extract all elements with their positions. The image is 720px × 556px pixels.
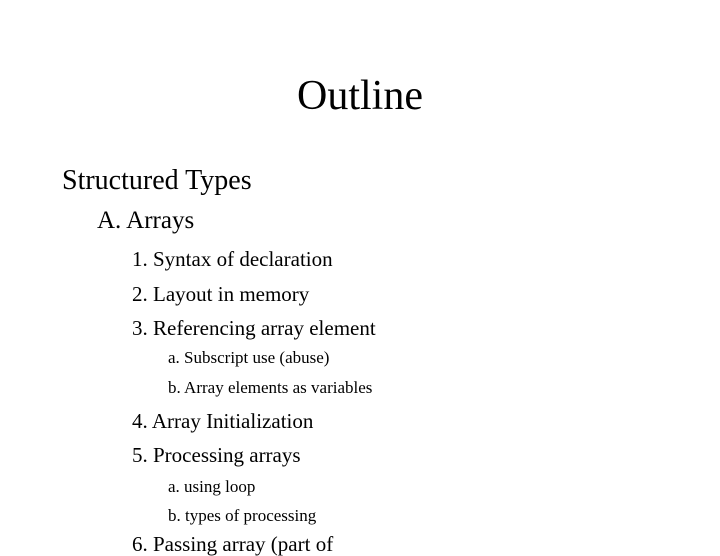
- outline-item: 1. Syntax of declaration: [132, 247, 333, 271]
- outline-subitem: b. Array elements as variables: [168, 378, 373, 397]
- outline-subitem: b. types of processing: [168, 506, 317, 525]
- slide-title: Outline: [297, 73, 423, 119]
- outline-subitem: a. using loop: [168, 477, 256, 496]
- outline-item: 4. Array Initialization: [132, 409, 314, 433]
- outline-item: 3. Referencing array element: [132, 316, 376, 340]
- outline-item-partial: 6. Passing array (part of: [132, 532, 334, 556]
- outline-item: 5. Processing arrays: [132, 443, 301, 467]
- outline-item: 2. Layout in memory: [132, 282, 310, 306]
- outline-section: A. Arrays: [97, 207, 195, 234]
- outline-heading: Structured Types: [62, 165, 252, 196]
- outline-subitem: a. Subscript use (abuse): [168, 348, 330, 367]
